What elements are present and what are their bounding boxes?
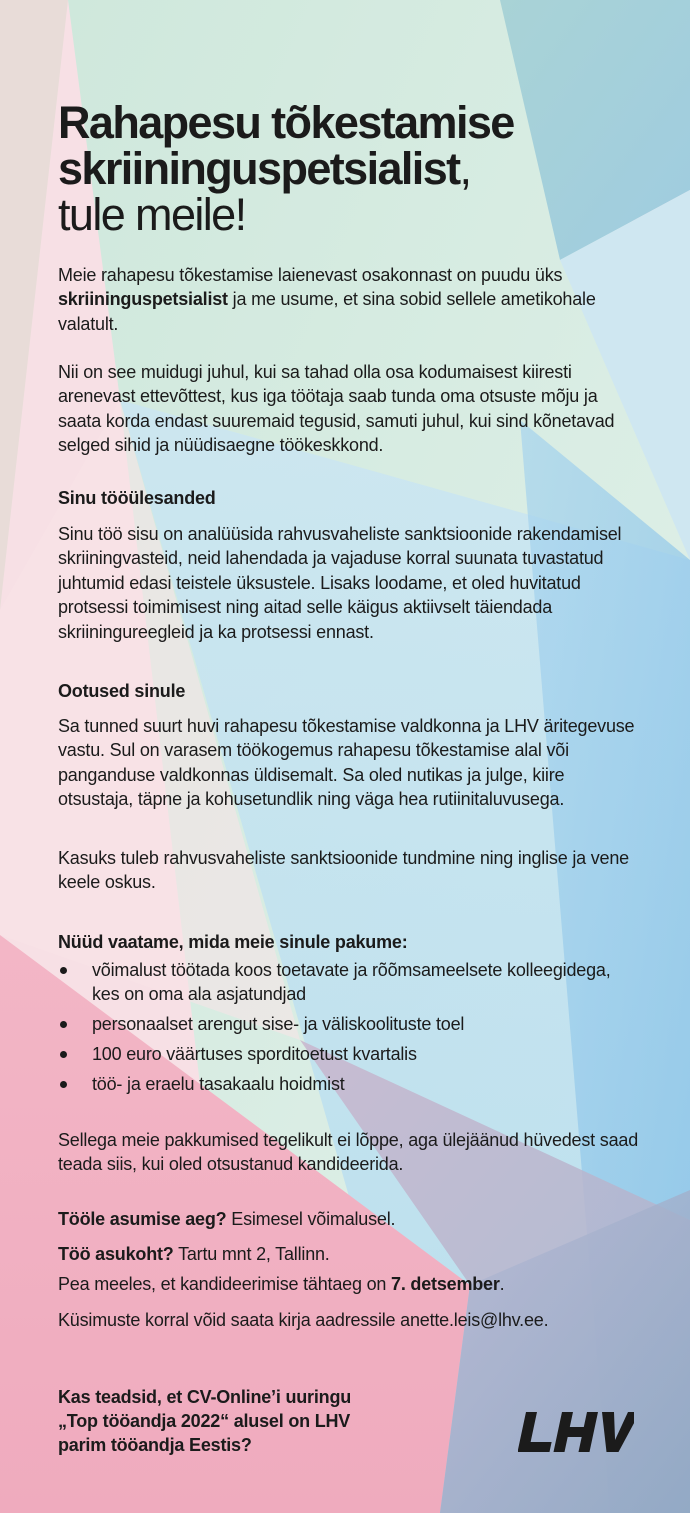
offer-heading: Nüüd vaatame, mida meie sinule pakume: (58, 932, 408, 952)
offer-closing: Sellega meie pakkumised tegelikult ei lõppe, aga ülejäänud hüvedest saad teada siis, kui oled otsustanud kandideerida. (58, 1130, 639, 1175)
location-value: Tartu mnt 2, Tallinn. (173, 1244, 330, 1264)
contact-info: Küsimuste korral võid saata kirja aadressile anette.leis@lhv.ee. (58, 1310, 549, 1330)
start-date (58, 1207, 638, 1231)
location-label: Töö asukoht? (58, 1244, 174, 1264)
intro-paragraph (58, 263, 638, 336)
footer-line-3: parim tööandja Eestis? (58, 1435, 252, 1455)
deadline-pre: Pea meeles, et kandideerimise tähtaeg on (58, 1274, 392, 1294)
list-item: töö- ja eraelu tasakaalu hoidmist (58, 1072, 638, 1096)
title-line-2-text: skriininguspetsialist (58, 143, 460, 194)
intro-paragraph-2: Nii on see muidugi juhul, kui sa tahad olla osa kodumaisest kiiresti arenevast ettevõttest, kus iga töötaja saab tunda oma otsuste mõju ja saata korda endast suuremaid tegusid, samuti juhul, kui sind kõnetavad selged sihid ja nüüdisaegne töökeskkond. (58, 362, 615, 456)
footer-line-1: Kas teadsid, et CV-Online’i uuringu (58, 1387, 352, 1407)
list-item: personaalset arengut sise- ja väliskoolituste toel (58, 1012, 638, 1036)
intro-post: ja me usume, et sina sobid sellele ametikohale valatult. (58, 289, 596, 334)
intro-pre: Meie rahapesu tõkestamise laienevast osakonnast on puudu üks (58, 265, 563, 285)
deadline-post: . (499, 1274, 505, 1294)
page-title (58, 97, 514, 240)
title-line-1: Rahapesu tõkestamise (58, 97, 514, 148)
expectations-heading: Ootused sinule (58, 681, 186, 701)
lhv-logo (518, 1412, 634, 1452)
list-item: võimalust töötada koos toetavate ja rõõmsameelsete kolleegidega, kes on oma ala asjatundjad (58, 958, 638, 1007)
expectations-text-2: Kasuks tuleb rahvusvaheliste sanktsioonide tundmine ning inglise ja vene keele oskus. (58, 848, 629, 893)
start-value: Esimesel võimalusel. (226, 1209, 396, 1229)
deadline (58, 1272, 638, 1296)
title-comma: , (459, 143, 471, 194)
title-line-2 (58, 143, 514, 194)
start-label: Tööle asumise aeg? (58, 1209, 227, 1229)
work-location (58, 1242, 638, 1266)
list-item: 100 euro väärtuses sporditoetust kvartalis (58, 1042, 638, 1066)
title-line-3: tule meile! (58, 189, 246, 240)
footer-line-2: „Top tööandja 2022“ alusel on LHV (58, 1411, 351, 1431)
footer-note (58, 1385, 351, 1457)
duties-text: Sinu töö sisu on analüüsida rahvusvaheliste sanktsioonide rakendamisel skriiningvasteid, neid lahendada ja vajaduse korral suunata tuvastatud juhtumid edasi teistele üksustele. Lisaks loodame, et oled huvitatud protsessi toimimisest ning aitad selle käigus aktiivselt täiendada skriiningureegleid ja ka protsessi ennast. (58, 524, 622, 642)
deadline-date: 7. detsember (391, 1274, 500, 1294)
offer-list (58, 958, 638, 1102)
expectations-text-1: Sa tunned suurt huvi rahapesu tõkestamise valdkonna ja LHV äritegevuse vastu. Sul on varasem töökogemus rahapesu tõkestamise alal või panganduse valdkonnas üldisemalt. Sa oled nutikas ja julge, kiire otsustaja, täpne ja kohusetundlik ning väga hea rutiinitaluvusega. (58, 716, 635, 810)
intro-bold: skriininguspetsialist (58, 289, 228, 310)
duties-heading: Sinu tööülesanded (58, 488, 216, 508)
